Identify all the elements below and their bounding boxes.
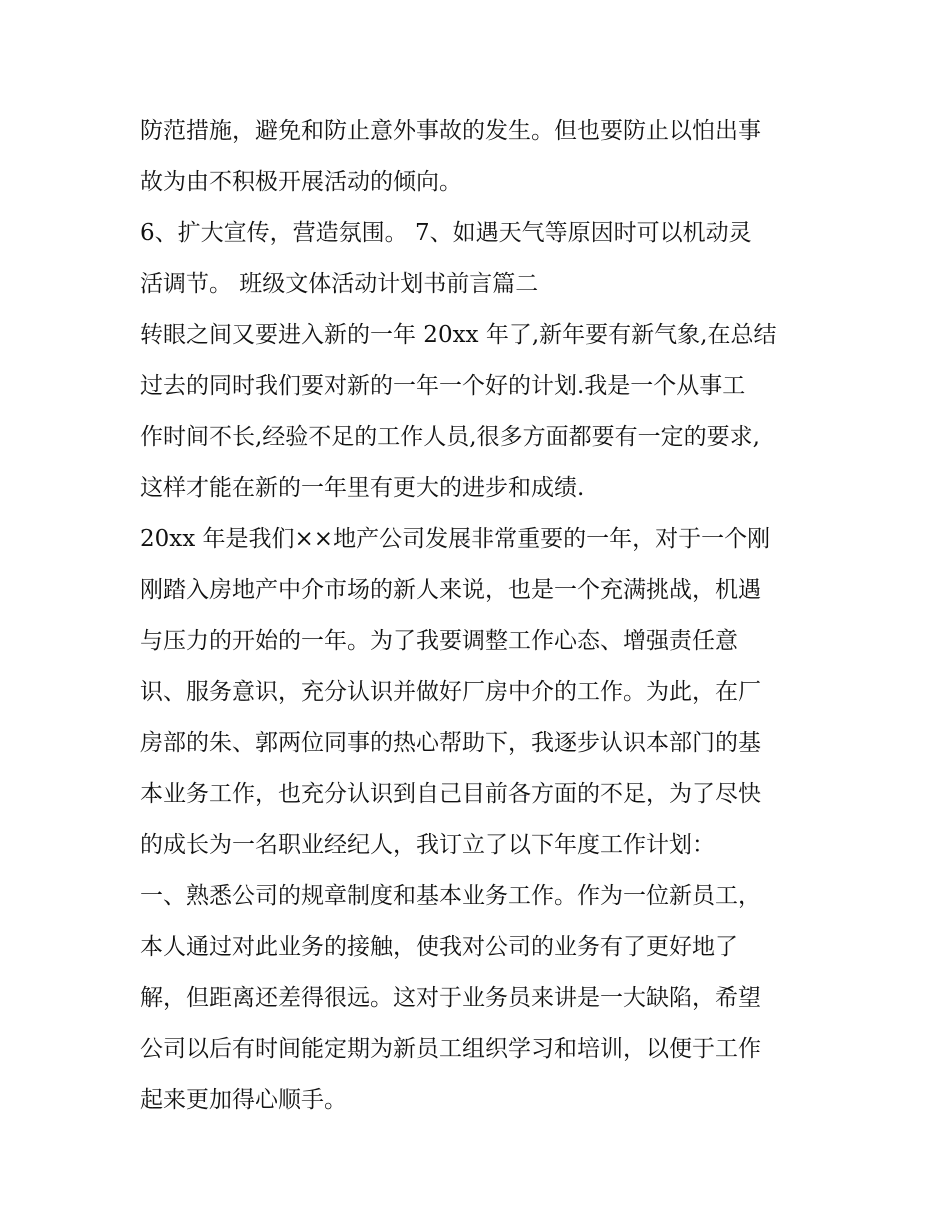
text-line: 故为由不积极开展活动的倾向。	[140, 169, 462, 195]
text-line: 刚踏入房地产中介市场的新人来说，也是一个充满挑战，机遇	[140, 577, 761, 603]
text-line: 的成长为一名职业经纪人，我订立了以下年度工作计划：	[140, 832, 715, 858]
text-line: 这样才能在新的一年里有更大的进步和成绩.	[140, 475, 585, 501]
text-line: 本业务工作，也充分认识到自己目前各方面的不足，为了尽快	[140, 781, 761, 807]
text-line: 防范措施，避免和防止意外事故的发生。但也要防止以怕出事	[140, 118, 761, 144]
text-line: 作时间不长,经验不足的工作人员,很多方面都要有一定的要求,	[140, 424, 760, 450]
text-line: 房部的朱、郭两位同事的热心帮助下，我逐步认识本部门的基	[140, 730, 761, 756]
text-line: 过去的同时我们要对新的一年一个好的计划.我是一个从事工	[140, 373, 746, 399]
text-line: 一、熟悉公司的规章制度和基本业务工作。作为一位新员工，	[140, 883, 761, 909]
document-body	[140, 106, 830, 1126]
text-line: 公司以后有时间能定期为新员工组织学习和培训，以便于工作	[140, 1036, 761, 1062]
text-line: 20xx 年是我们××地产公司发展非常重要的一年，对于一个刚	[140, 526, 771, 552]
text-line: 识、服务意识，充分认识并做好厂房中介的工作。为此，在厂	[140, 679, 761, 705]
text-line: 活调节。 班级文体活动计划书前言篇二	[140, 271, 539, 297]
text-line: 本人通过对此业务的接触，使我对公司的业务有了更好地了	[140, 934, 738, 960]
text-line: 解，但距离还差得很远。这对于业务员来讲是一大缺陷，希望	[140, 985, 761, 1011]
text-line: 6、扩大宣传，营造氛围。 7、如遇天气等原因时可以机动灵	[140, 220, 752, 246]
text-line: 转眼之间又要进入新的一年 20xx 年了,新年要有新气象,在总结	[140, 322, 777, 348]
text-line: 与压力的开始的一年。为了我要调整工作心态、增强责任意	[140, 628, 738, 654]
text-line: 起来更加得心顺手。	[140, 1087, 347, 1113]
